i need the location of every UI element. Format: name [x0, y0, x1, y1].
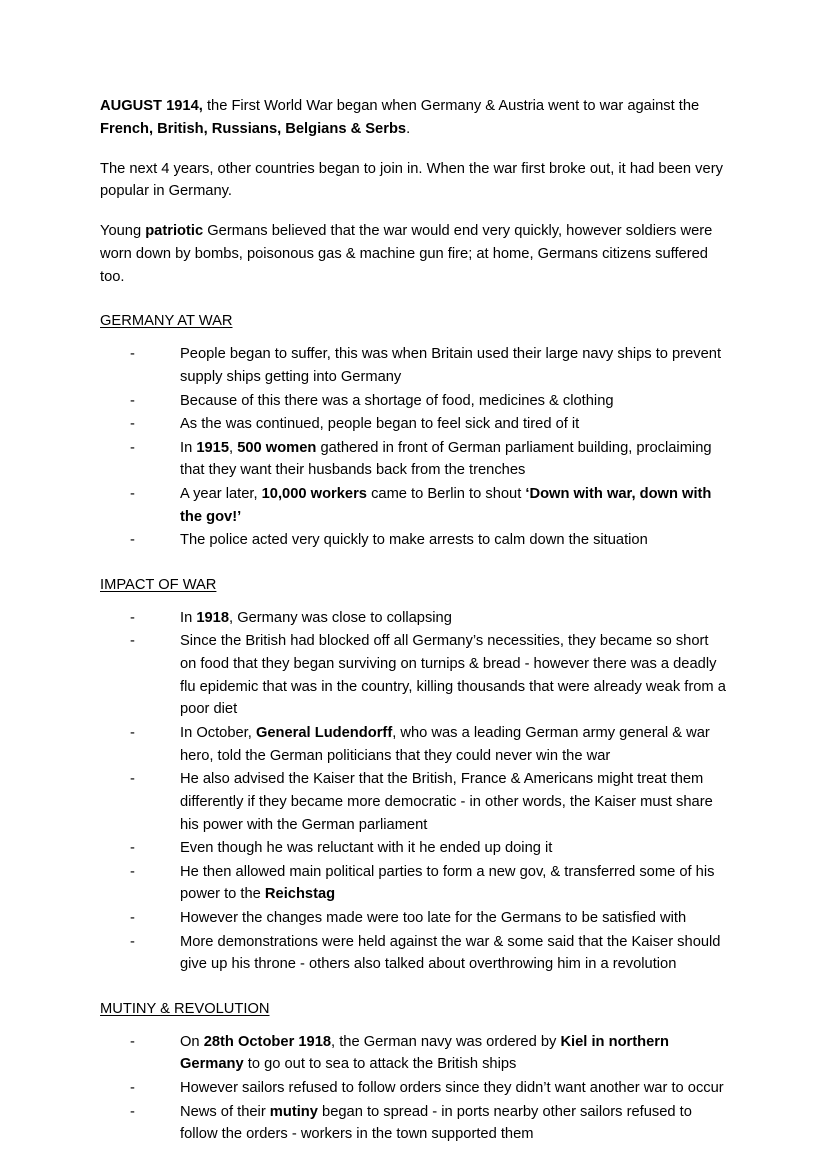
list-item: [130, 1077, 728, 1100]
list-item-text: People began to suffer, this was when Britain used their large navy ships to prevent supply ships getting into Germany: [180, 346, 722, 385]
list-item-text: More demonstrations were held against the war & some said that the Kaiser should give up his throne - others also talked about overthrowing him in a revolution: [180, 933, 721, 973]
section-heading-mutiny-and-revolution: MUTINY & REVOLUTION: [100, 1001, 270, 1018]
bullet-marker: -: [130, 933, 135, 950]
bullet-marker: -: [130, 416, 135, 433]
list-item: [130, 1031, 728, 1076]
list-item: [130, 861, 728, 906]
bullet-marker: -: [130, 609, 135, 626]
bullet-marker: -: [130, 910, 135, 927]
bullet-marker: -: [130, 346, 135, 363]
bullet-marker: -: [130, 1080, 135, 1097]
intro-paragraph: The next 4 years, other countries began to join in. When the war first broke out, it had been very popular in Germany.: [100, 160, 723, 200]
bullet-marker: -: [130, 532, 135, 549]
list-item-text: Even though he was reluctant with it he ended up doing it: [180, 840, 553, 857]
bullet-marker: -: [130, 771, 135, 788]
intro-paragraph: AUGUST 1914, the First World War began when Germany & Austria went to war against the French, British, Russians, Belgians & Serbs.: [100, 98, 700, 137]
bullet-marker: -: [130, 863, 135, 880]
list-item-text: In 1915, 500 women gathered in front of German parliament building, proclaiming that they want their husbands back from the trenches: [180, 439, 712, 479]
list-item-text: Since the British had blocked off all Germany’s necessities, they became so short on food that they began surviving on turnips & bread - however there was a deadly flu epidemic that was in the country, killing thousands that were already weak from a poor diet: [180, 633, 726, 718]
bullet-list-germany-at-war: [100, 343, 728, 552]
list-item: [130, 607, 728, 630]
bullet-marker: -: [130, 633, 135, 650]
list-item: [130, 837, 728, 860]
bullet-list-impact-of-war: [100, 607, 728, 976]
section-heading-germany-at-war: GERMANY AT WAR: [100, 313, 233, 330]
list-item-text: He also advised the Kaiser that the British, France & Americans might treat them differently if they became more democratic - in other words, the Kaiser must share his power with the German parliament: [180, 771, 713, 833]
bullet-marker: -: [130, 486, 135, 503]
list-item-text: However the changes made were too late for the Germans to be satisfied with: [180, 910, 687, 927]
bullet-marker: -: [130, 725, 135, 741]
list-item: [130, 630, 728, 721]
list-item: [130, 722, 728, 767]
list-item-text: The police acted very quickly to make arrests to calm down the situation: [180, 532, 648, 549]
document-body: [100, 95, 728, 1146]
list-item-text: He then allowed main political parties to form a new gov, & transferred some of his power to the Reichstag: [180, 863, 715, 903]
list-item-text: News of their mutiny began to spread - in ports nearby other sailors refused to follow the orders - workers in the town supported them: [180, 1103, 692, 1143]
bullet-list-mutiny-and-revolution: [100, 1031, 728, 1146]
list-item: [130, 1101, 728, 1146]
list-item-text: On 28th October 1918, the German navy was ordered by Kiel in northern Germany to go out to sea to attack the British ships: [180, 1033, 669, 1073]
bullet-marker: -: [130, 439, 135, 456]
list-item: [130, 343, 728, 388]
intro-paragraph: Young patriotic Germans believed that the war would end very quickly, however soldiers were worn down by bombs, poisonous gas & machine gun fire; at home, Germans citizens suffered too.: [100, 223, 713, 285]
bullet-marker: -: [130, 840, 135, 857]
list-item-text: In October, General Ludendorff, who was a leading German army general & war hero, told the German politicians that they could never win the war: [180, 725, 710, 764]
list-item: [130, 390, 728, 413]
bullet-marker: -: [130, 392, 135, 409]
list-item: [130, 768, 728, 836]
list-item-text: A year later, 10,000 workers came to Berlin to shout ‘Down with war, down with the gov!’: [180, 486, 712, 525]
list-item: [130, 907, 728, 930]
list-item: [130, 529, 728, 552]
list-item-text: However sailors refused to follow orders since they didn’t want another war to occur: [180, 1080, 724, 1097]
list-item: [130, 483, 728, 528]
list-item-text: In 1918, Germany was close to collapsing: [180, 609, 452, 626]
section-heading-impact-of-war: IMPACT OF WAR: [100, 577, 217, 594]
list-item-text: Because of this there was a shortage of food, medicines & clothing: [180, 392, 614, 409]
list-item: [130, 437, 728, 482]
bullet-marker: -: [130, 1103, 135, 1120]
bullet-marker: -: [130, 1033, 135, 1050]
list-item-text: As the was continued, people began to feel sick and tired of it: [180, 416, 580, 433]
list-item: [130, 931, 728, 976]
list-item: [130, 413, 728, 436]
